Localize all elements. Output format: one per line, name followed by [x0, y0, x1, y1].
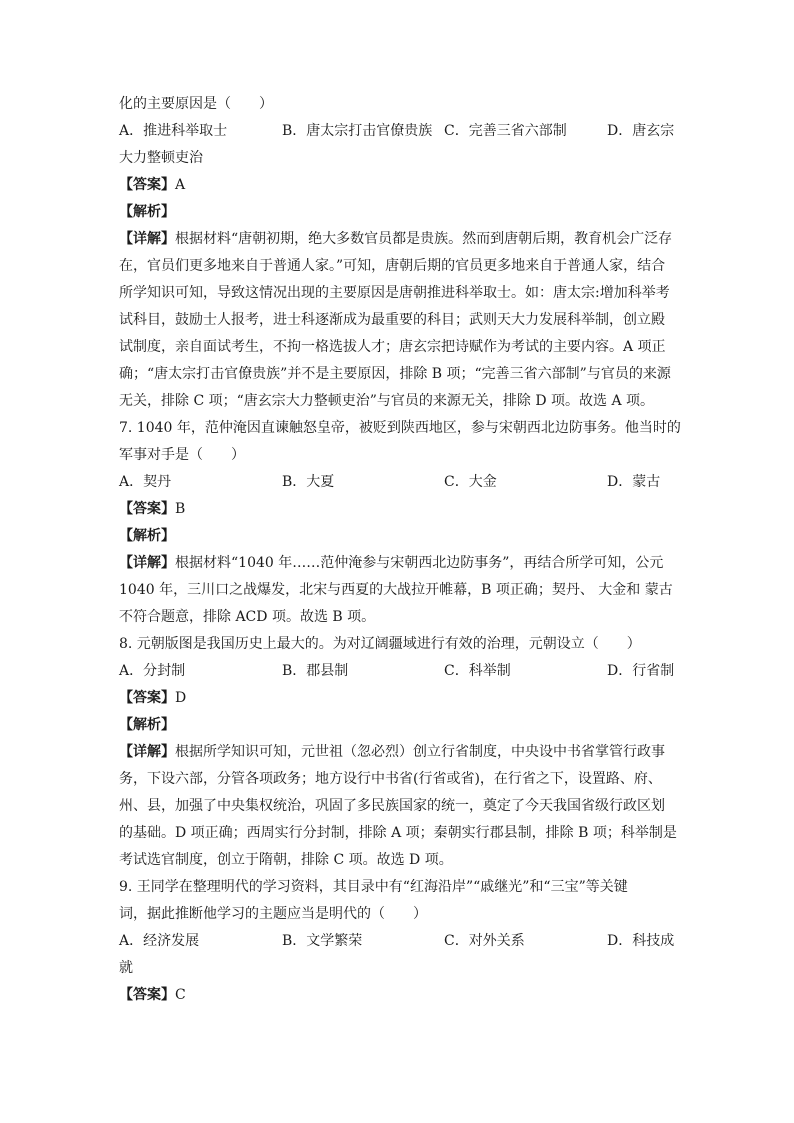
q6-detail-line: 试科目，鼓励士人报考，进士科逐渐成为最重要的科目；武则天大力发展科举制，创立殿 — [119, 312, 665, 328]
q6-stem-tail: 化的主要原因是（ ） — [119, 96, 273, 112]
q6-option-d-wrap: 大力整顿吏治 — [119, 150, 203, 166]
q8-detail-line: 州、县，加强了中央集权统治，巩固了多民族国家的统一，奠定了今天我国省级行政区划 — [119, 798, 665, 814]
q9-stem: 9. 王同学在整理明代的学习资料，其目录中有“红海沿岸”“戚继光”和“三宝”等关键 — [119, 879, 628, 895]
q7-option-a: A．契丹 — [119, 474, 172, 490]
q8-answer-line — [119, 688, 186, 708]
q7-option-d: D．蒙古 — [607, 474, 661, 490]
q9-answer-line — [119, 985, 186, 1005]
answer-value: D — [175, 690, 187, 706]
answer-tag: 【答案】 — [119, 690, 175, 706]
q8-detail-line: 【详解】根据所学知识可知，元世祖（忽必烈）创立行省制度，中央设中书省掌管行政事 — [119, 744, 665, 760]
q7-detail-line: 1040 年，三川口之战爆发，北宋与西夏的大战拉开帷幕，B 项正确；契丹、 大金和 蒙古 — [119, 582, 673, 598]
q9-option-d: D．科技成 — [607, 933, 675, 949]
q9-stem: 词，据此推断他学习的主题应当是明代的（ ） — [119, 906, 427, 922]
q6-detail-line: 所学知识可知，导致这情况出现的主要原因是唐朝推进科举取士。如：唐太宗:增加科举考 — [119, 285, 670, 301]
q6-option-d: D．唐玄宗 — [607, 123, 675, 139]
q6-answer-line — [119, 175, 185, 195]
detail-tag: 【详解】 — [119, 231, 175, 247]
q6-option-b: B．唐太宗打击官僚贵族 — [282, 123, 433, 139]
q7-option-b: B．大夏 — [282, 474, 335, 490]
answer-value: A — [175, 177, 186, 193]
q6-detail-line: 无关，排除 C 项；“唐玄宗大力整顿吏治”与官员的来源无关，排除 D 项。故选 A 项。 — [119, 393, 655, 409]
q8-detail-line: 考试选官制度，创立于隋朝，排除 C 项。故选 D 项。 — [119, 852, 453, 868]
q9-option-b: B．文学繁荣 — [282, 933, 363, 949]
q6-detail-line: 确；“唐太宗打击官僚贵族”并不是主要原因，排除 B 项；“完善三省六部制”与官员的来源 — [119, 366, 671, 382]
q7-detail-line: 不符合题意，排除 ACD 项。故选 B 项。 — [119, 609, 376, 625]
q6-option-c: C．完善三省六部制 — [444, 123, 567, 139]
q8-option-b: B．郡县制 — [282, 663, 349, 679]
q8-analysis-tag: 【解析】 — [119, 717, 175, 733]
q6-option-a: A．推进科举取士 — [119, 123, 228, 139]
q7-stem: 军事对手是（ ） — [119, 447, 245, 463]
q6-detail-line: 试制度，亲自面试考生，不拘一格选拔人才；唐玄宗把诗赋作为考试的主要内容。A 项正 — [119, 339, 666, 355]
answer-tag: 【答案】 — [119, 177, 175, 193]
q9-option-c: C．对外关系 — [444, 933, 525, 949]
q7-analysis-tag: 【解析】 — [119, 528, 175, 544]
q8-detail-line: 的基础。D 项正确；西周实行分封制，排除 A 项；秦朝实行郡县制，排除 B 项；科举制是 — [119, 825, 677, 841]
q9-option-d-wrap: 就 — [119, 960, 133, 976]
detail-tag: 【详解】 — [119, 555, 175, 571]
q9-option-a: A．经济发展 — [119, 933, 200, 949]
answer-value: C — [175, 987, 186, 1003]
q7-answer-line — [119, 499, 185, 519]
detail-tag: 【详解】 — [119, 744, 175, 760]
q6-detail-line: 在，官员们更多地来自于普通人家。”可知，唐朝后期的官员更多地来自于普通人家，结合 — [119, 258, 666, 274]
answer-value: B — [175, 501, 186, 517]
q8-stem: 8. 元朝版图是我国历史上最大的。为对辽阔疆域进行有效的治理，元朝设立（ ） — [119, 636, 641, 652]
q8-option-c: C．科举制 — [444, 663, 511, 679]
answer-tag: 【答案】 — [119, 987, 175, 1003]
q7-detail-line: 【详解】根据材料“1040 年……范仲淹参与宋朝西北边防事务”，再结合所学可知，公元 — [119, 555, 664, 571]
q7-stem: 7. 1040 年，范仲淹因直谏触怒皇帝，被贬到陕西地区，参与宋朝西北边防事务。他当时的 — [119, 420, 681, 436]
q8-detail-line: 务，下设六部，分管各项政务；地方设行中书省(行省或省)，在行省之下，设置路、府、 — [119, 771, 662, 787]
q8-option-d: D．行省制 — [607, 663, 675, 679]
q8-option-a: A．分封制 — [119, 663, 186, 679]
q7-option-c: C．大金 — [444, 474, 497, 490]
q6-analysis-tag: 【解析】 — [119, 204, 175, 220]
q6-detail-line: 【详解】根据材料“唐朝初期，绝大多数官员都是贵族。然而到唐朝后期，教育机会广泛存 — [119, 231, 673, 247]
answer-tag: 【答案】 — [119, 501, 175, 517]
